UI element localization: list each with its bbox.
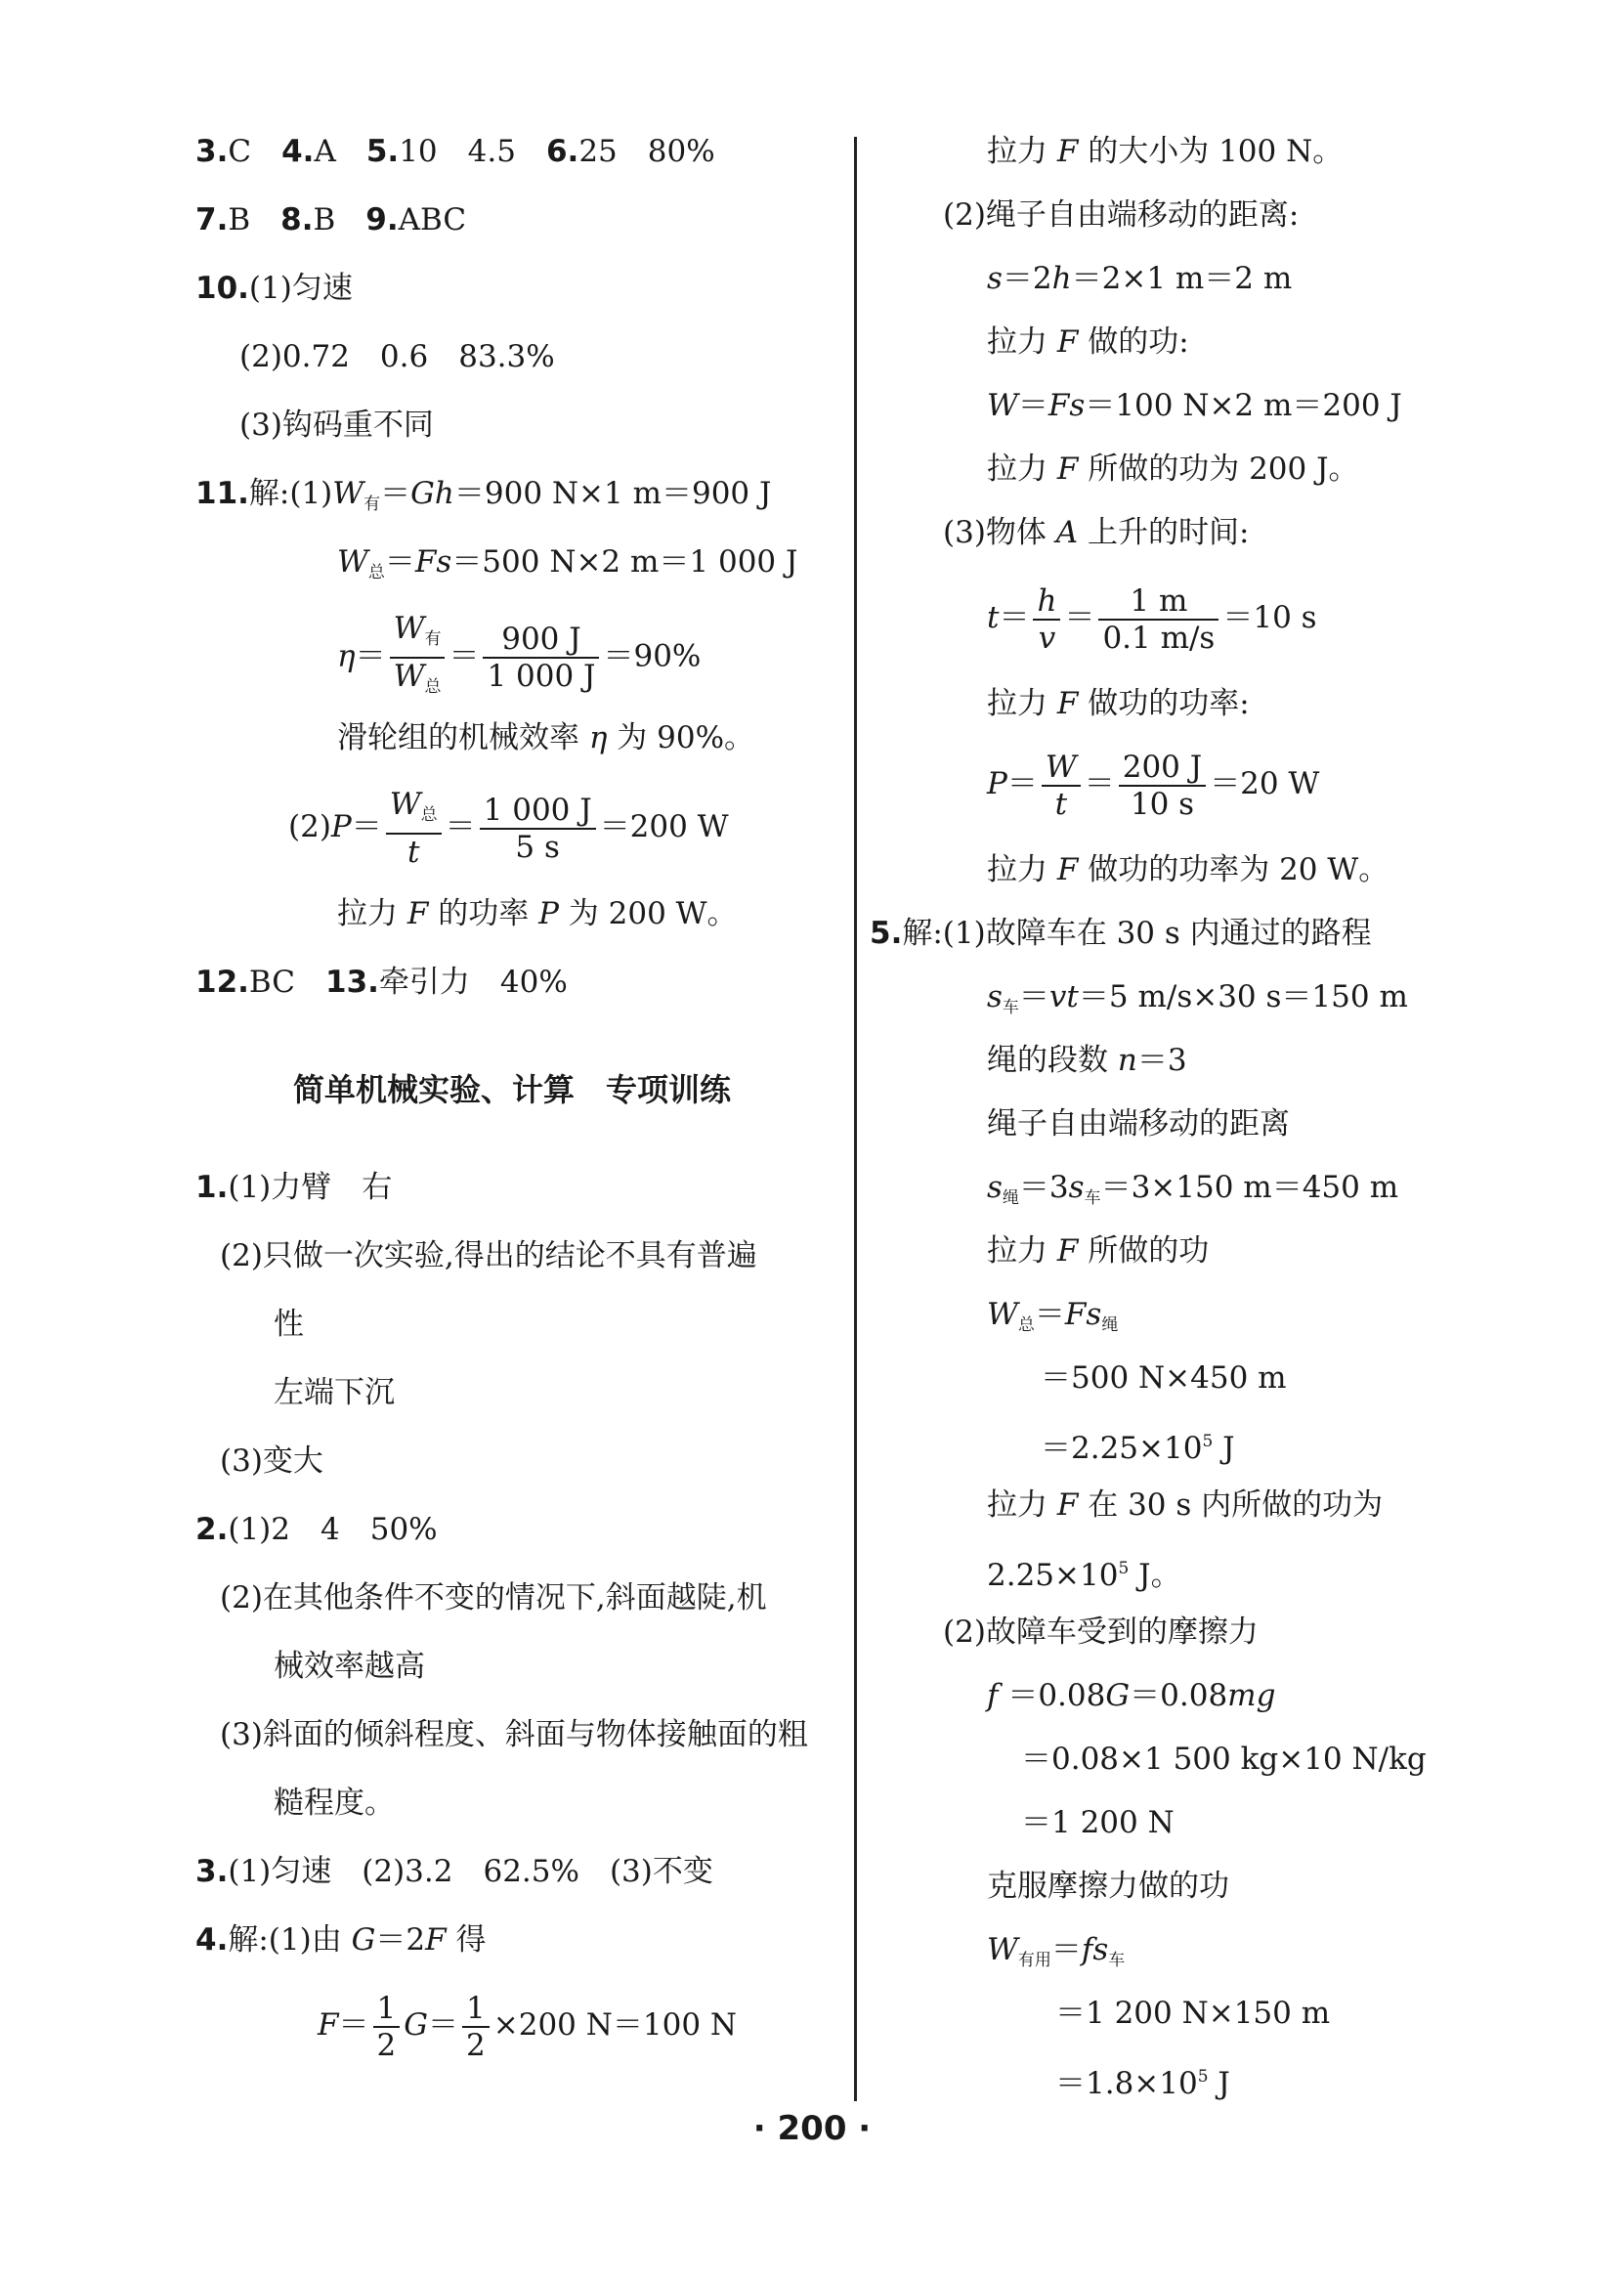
fraction: $\frac{1}{2}$	[462, 1991, 490, 2063]
power-formula: (2)P＝ $\frac{W_总}{t}$ ＝ $\frac{1 000 J}{5 s}$ ＝200 W	[288, 787, 729, 870]
r-friction-step2: ＝1 200 N	[1021, 1805, 1175, 1840]
fraction: $\frac{h}{v}$	[1033, 583, 1060, 656]
answer-10-part3: (3)钩码重不同	[239, 408, 434, 443]
r-exercise-5-heading: 5.解:(1)故障车在 30 s 内通过的路程	[870, 916, 1372, 951]
power-conclusion: 拉力 F 的功率 P 为 200 W。	[337, 896, 738, 931]
force-formula: F＝ $\frac{1}{2}$ G＝ $\frac{1}{2}$ ×200 N＝100 N	[318, 1990, 738, 2063]
exercise-2-part2: (2)在其他条件不变的情况下,斜面越陡,机	[220, 1580, 767, 1615]
left-column	[0, 0, 850, 2101]
fraction: $\frac{W_有}{W_总}$	[390, 611, 446, 705]
answer-line-3-6: 3.C 4.A 5.10 4.5 6.25 80%	[195, 134, 715, 169]
fraction: $\frac{1}{2}$	[373, 1991, 401, 2063]
r-total-work-heading: 拉力 F 所做的功	[987, 1233, 1210, 1269]
r-rope-segments: 绳的段数 n＝3	[987, 1043, 1187, 1078]
r-time-formula: t＝ $\frac{h}{v}$ ＝ $\frac{1 m}{0.1 m/s}$ ＝10 s	[987, 582, 1317, 656]
exercise-1-part2-cont: 性	[274, 1307, 304, 1342]
r-part3-heading: (3)物体 A 上升的时间:	[943, 515, 1250, 550]
r-car-distance: $s_车=vt=5$ m/s×30 s＝150 m	[987, 979, 1408, 1017]
answer-10-part2: (2)0.72 0.6 83.3%	[239, 339, 555, 374]
exercise-3: 3.(1)匀速 (2)3.2 62.5% (3)不变	[195, 1854, 713, 1889]
r-useful-work-step2: $=1.8\times 10^5$ J	[1055, 2066, 1230, 2101]
exercise-1-part2: (2)只做一次实验,得出的结论不具有普遍	[220, 1238, 757, 1273]
fraction: $\frac{900 J}{1 000 J}$	[483, 622, 599, 694]
r-part2-heading: (2)绳子自由端移动的距离:	[943, 197, 1300, 233]
r-useful-work-step1: ＝1 200 N×150 m	[1055, 1996, 1331, 2031]
answer-11-line1: 11.解$:(1)W_有=Gh=900$ N×1 m＝900 J	[195, 476, 772, 514]
r-total-work-result: 拉力 F 在 30 s 内所做的功为	[987, 1487, 1384, 1523]
r-total-work-step2: $=2.25\times 10^5$ J	[1041, 1431, 1235, 1466]
answer-11-line2: $W_总=Fs=500$ N×2 m＝1 000 J	[337, 544, 798, 582]
r-rope-distance: $s_绳=3s_车=3\times 150$ m＝450 m	[987, 1170, 1399, 1208]
exercise-2-part3: (3)斜面的倾斜程度、斜面与物体接触面的粗	[220, 1717, 808, 1752]
column-divider	[854, 137, 857, 2101]
r-power-heading: 拉力 F 做功的功率:	[987, 686, 1250, 721]
exercise-2-part1: 2.(1)2 4 50%	[195, 1512, 438, 1547]
r-total-work-formula: $W_总=Fs_绳$	[987, 1297, 1119, 1335]
section-title: 简单机械实验、计算 专项训练	[293, 1071, 732, 1108]
efficiency-conclusion: 滑轮组的机械效率 η 为 90%。	[337, 720, 755, 755]
r-friction-heading: (2)故障车受到的摩擦力	[943, 1615, 1259, 1650]
answer-10-part1: 10.(1)匀速	[195, 271, 353, 306]
fraction: $\frac{1 m}{0.1 m/s}$	[1098, 583, 1218, 656]
exercise-2-part3-cont: 糙程度。	[274, 1786, 395, 1821]
exercise-1-part3: (3)变大	[220, 1443, 323, 1479]
r-power-formula: P＝ $\frac{W}{t}$ ＝ $\frac{200 J}{10 s}$ ＝20 W	[987, 749, 1320, 822]
r-distance-formula: s＝2h＝2×1 m＝2 m	[987, 261, 1293, 296]
right-column	[870, 0, 1612, 2101]
r-work-formula: W＝Fs＝100 N×2 m＝200 J	[987, 388, 1402, 423]
answer-line-7-9: 7.B 8.B 9.ABC	[195, 202, 467, 237]
r-rope-distance-heading: 绳子自由端移动的距离	[987, 1106, 1290, 1141]
r-power-result: 拉力 F 做功的功率为 20 W。	[987, 852, 1389, 887]
r-force-result: 拉力 F 的大小为 100 N。	[987, 134, 1344, 169]
r-work-heading: 拉力 F 做的功:	[987, 324, 1189, 360]
r-friction-step1: ＝0.08×1 500 kg×10 N/kg	[1021, 1742, 1427, 1777]
exercise-1-part1: 1.(1)力臂 右	[195, 1170, 393, 1205]
r-friction-formula: f ＝0.08G＝0.08mg	[987, 1678, 1276, 1713]
fraction: $\frac{W}{t}$	[1042, 750, 1081, 822]
r-total-work-step1: ＝500 N×450 m	[1041, 1360, 1287, 1396]
fraction: $\frac{W_总}{t}$	[386, 787, 442, 870]
efficiency-formula: η＝ $\frac{W_有}{W_总}$ ＝ $\frac{900 J}{1 000 J}$ ＝90%	[337, 611, 701, 705]
r-work-result: 拉力 F 所做的功为 200 J。	[987, 452, 1359, 487]
r-useful-work-formula: $W_{有用}=fs_车$	[987, 1932, 1126, 1970]
exercise-2-part2-cont: 械效率越高	[274, 1649, 425, 1684]
exercise-1-part2-b: 左端下沉	[274, 1375, 395, 1410]
answer-line-12-13: 12.BC 13.牵引力 40%	[195, 965, 568, 1000]
r-useful-work-heading: 克服摩擦力做的功	[987, 1869, 1229, 1904]
fraction: $\frac{1 000 J}{5 s}$	[480, 793, 596, 865]
page-number: · 200 ·	[752, 2109, 872, 2148]
exercise-4-line1: 4.解:(1)由 G＝2F 得	[195, 1922, 487, 1958]
r-total-work-result-cont: $2.25\times 10^5$ J。	[987, 1558, 1181, 1593]
fraction: $\frac{200 J}{10 s}$	[1119, 750, 1206, 822]
